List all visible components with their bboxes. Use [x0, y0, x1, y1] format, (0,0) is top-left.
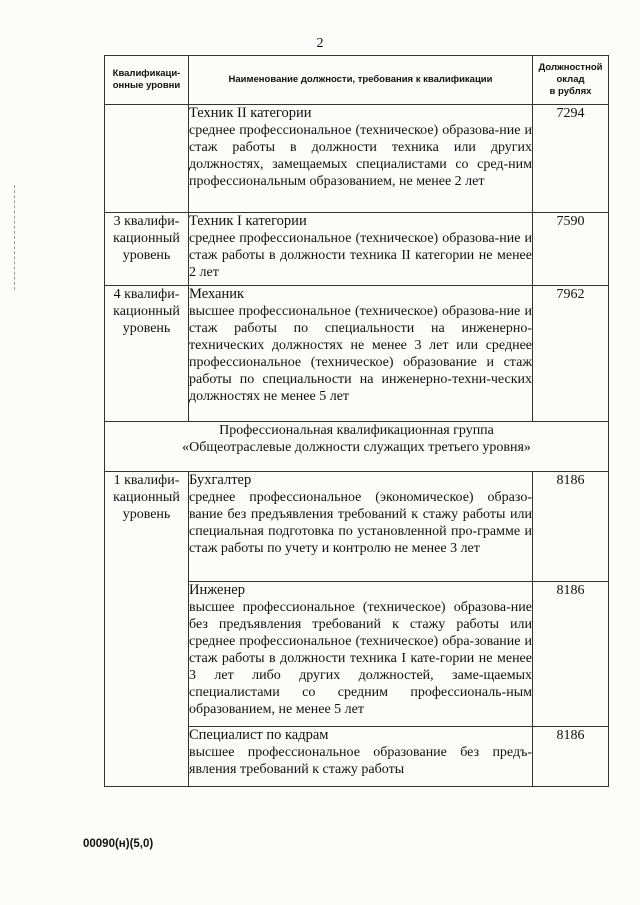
level-cell: 4 квалифи- кационный уровень	[105, 286, 189, 422]
position-requirements: среднее профессиональное (техническое) образова-ние и стаж работы в должности техника II категории не менее 2 лет	[189, 231, 532, 280]
position-requirements: среднее профессиональное (техническое) образова-ние и стаж работы в должности техника или других должностях, замещаемых специалистами со сред-ним профессиональным образованием, не менее 2 лет	[189, 123, 532, 189]
page-number: 2	[316, 36, 324, 51]
position-requirements: высшее профессиональное образование без предъ-явления требований к стажу работы	[189, 745, 532, 777]
salary-table	[104, 55, 609, 787]
document-code: 00090(н)(5,0)	[83, 838, 154, 850]
description-cell	[189, 472, 533, 582]
level-cell: 3 квалифи- кационный уровень	[105, 213, 189, 286]
description-cell	[189, 105, 533, 213]
group-heading-row	[105, 422, 609, 472]
header-description: Наименование должности, требования к квалификации	[189, 56, 533, 105]
description-cell	[189, 286, 533, 422]
table-row	[105, 286, 609, 422]
table-row	[105, 213, 609, 286]
level-cell	[105, 105, 189, 213]
position-requirements: высшее профессиональное (техническое) образова-ние без предъявления требований к стажу работы или среднее профессиональное (техническое) обра-зование и стаж работы в должности техника I кате-гории не менее 3 лет либо других должностей, заме-щаемых специалистами со средним профессиональ-ным образованием, не менее 5 лет	[189, 600, 532, 717]
margin-mark	[14, 185, 16, 290]
position-title: Техник I категории	[189, 213, 307, 229]
description-cell	[189, 727, 533, 787]
position-requirements: среднее профессиональное (экономическое) образо-вание без предъявления требований к стажу работы или специальная подготовка по установленной про-грамме и стаж работы по учету и контролю не менее 3 лет	[189, 490, 532, 556]
header-salary: Должностной оклад в рублях	[533, 56, 609, 105]
table-row	[105, 472, 609, 582]
salary-cell: 7590	[533, 213, 609, 286]
salary-cell: 8186	[533, 472, 609, 582]
position-title: Бухгалтер	[189, 472, 252, 488]
position-title: Техник II категории	[189, 105, 312, 121]
table-header-row	[105, 56, 609, 105]
group-heading: Профессиональная квалификационная группа «Общеотраслевые должности служащих третьего уровня»	[105, 422, 609, 472]
description-cell	[189, 582, 533, 727]
table-row	[105, 105, 609, 213]
position-title: Инженер	[189, 582, 245, 598]
salary-cell: 7962	[533, 286, 609, 422]
position-title: Механик	[189, 286, 245, 302]
position-title: Специалист по кадрам	[189, 727, 329, 743]
position-requirements: высшее профессиональное (техническое) образова-ние и стаж работы по специальности на инженерно-технических должностях не менее 3 лет или среднее профессиональное (техническое) образование и стаж работы по специальности на инженерно-техни-ческих должностях не менее 5 лет	[189, 304, 532, 404]
salary-cell: 7294	[533, 105, 609, 213]
salary-cell: 8186	[533, 727, 609, 787]
description-cell	[189, 213, 533, 286]
salary-cell: 8186	[533, 582, 609, 727]
level-cell: 1 квалифи- кационный уровень	[105, 472, 189, 787]
header-level: Квалификаци- онные уровни	[105, 56, 189, 105]
